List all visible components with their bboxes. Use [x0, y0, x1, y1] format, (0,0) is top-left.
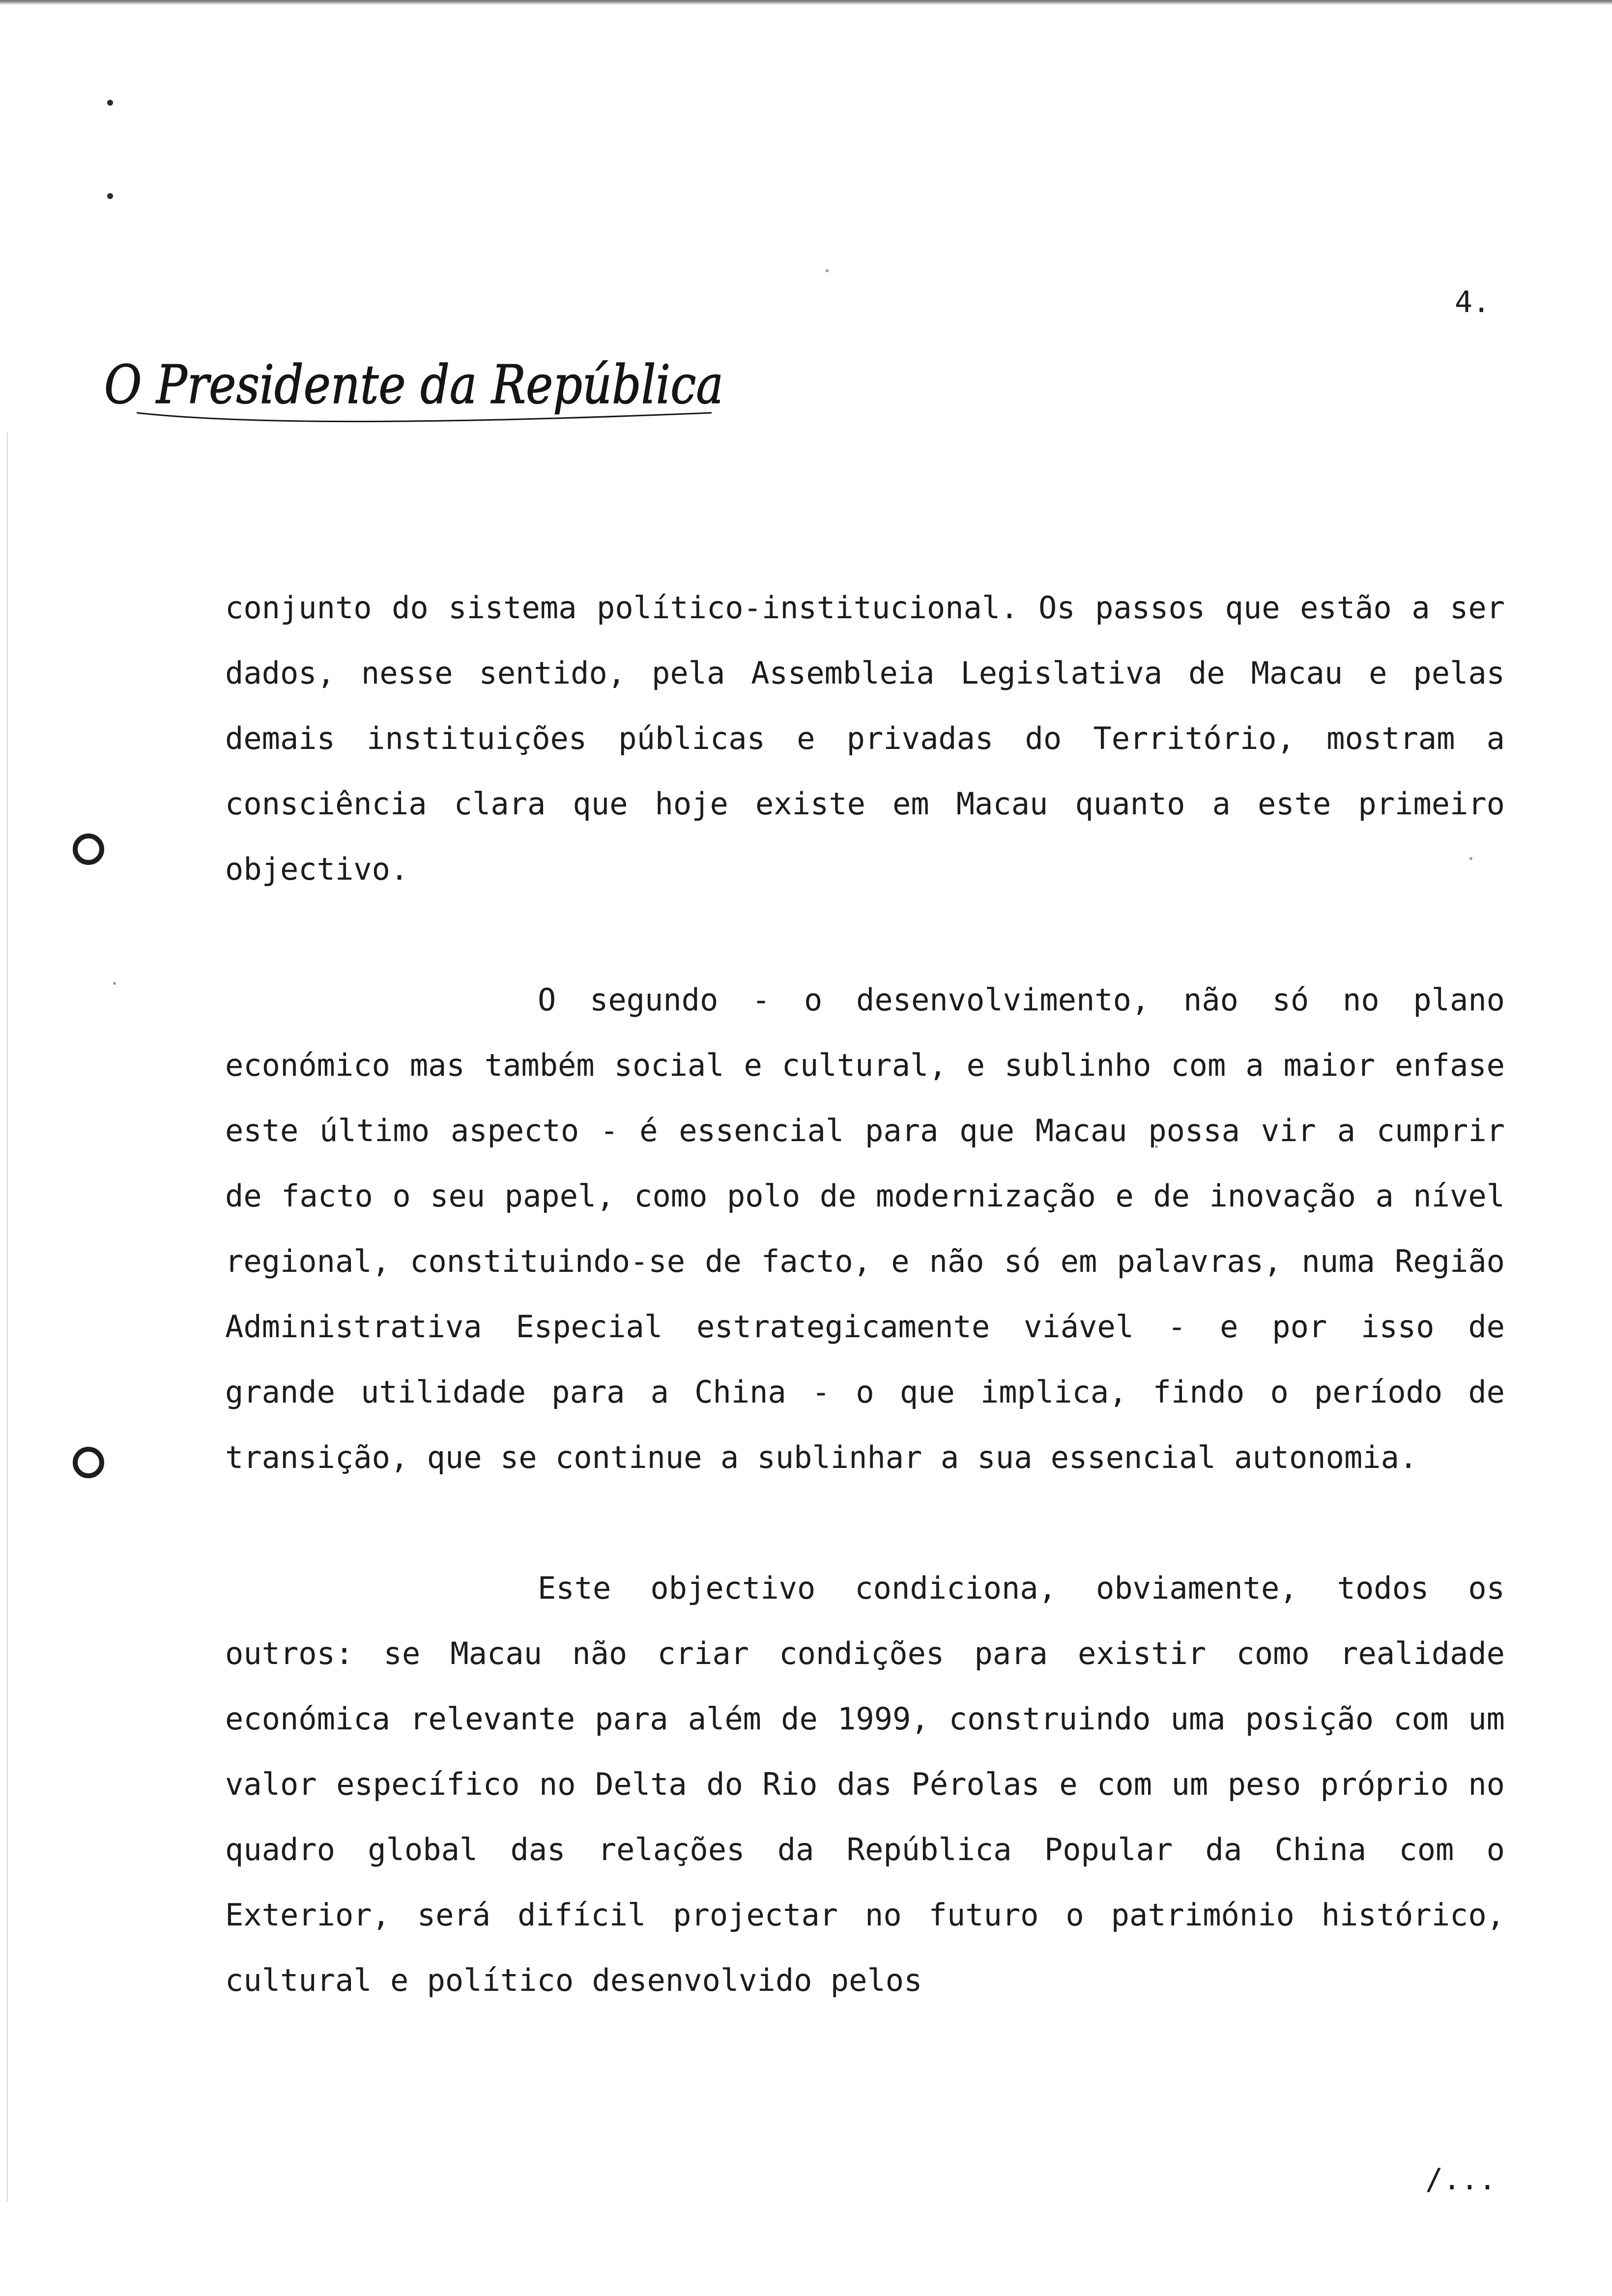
punch-hole: [73, 833, 104, 865]
letterhead-script: [102, 339, 731, 442]
margin-dot: [107, 193, 113, 199]
page-number: 4.: [1455, 285, 1491, 319]
letterhead-text: O Presidente da República: [104, 354, 723, 416]
scan-speck: [113, 982, 116, 985]
paragraph-2: O segundo - o desenvolvimento, não só no plano económico mas também social e cultural, e sublinho com a maior enfase este último aspecto - é essencial para que Macau possa vir a cumprir de facto o seu papel, como polo de modernização e de inovação a nível regional, constituindo-se de facto, e não só em palavras, numa Região Administrativa Especial estrategicamente viável - e por isso de grande utilidade para a China - o que implica, findo o período de transição, que se continue a sublinhar a sua essencial autonomia.: [225, 982, 1505, 1475]
letterhead: [102, 339, 731, 442]
margin-dot: [107, 100, 113, 106]
paragraph-1: conjunto do sistema político-institucional. Os passos que estão a ser dados, nesse sentido, pela Assembleia Legislativa de Macau e pelas demais instituições públicas e privadas do Território, mostram a consciência clara que hoje existe em Macau quanto a este primeiro objectivo.: [225, 590, 1505, 887]
scan-speck: [826, 269, 829, 272]
continuation-mark: /...: [1425, 2162, 1497, 2197]
scan-edge: [0, 0, 1612, 5]
letter-body: [225, 575, 1505, 2013]
scan-edge-left: [7, 432, 8, 2202]
punch-hole: [73, 1447, 104, 1478]
paragraph-3: Este objectivo condiciona, obviamente, todos os outros: se Macau não criar condições para existir como realidade económica relevante para além de 1999, construindo uma posição com um valor específico no Delta do Rio das Pérolas e com um peso próprio no quadro global das relações da República Popular da China com o Exterior, será difícil projectar no futuro o património histórico, cultural e político desenvolvido pelos: [225, 1570, 1505, 1998]
